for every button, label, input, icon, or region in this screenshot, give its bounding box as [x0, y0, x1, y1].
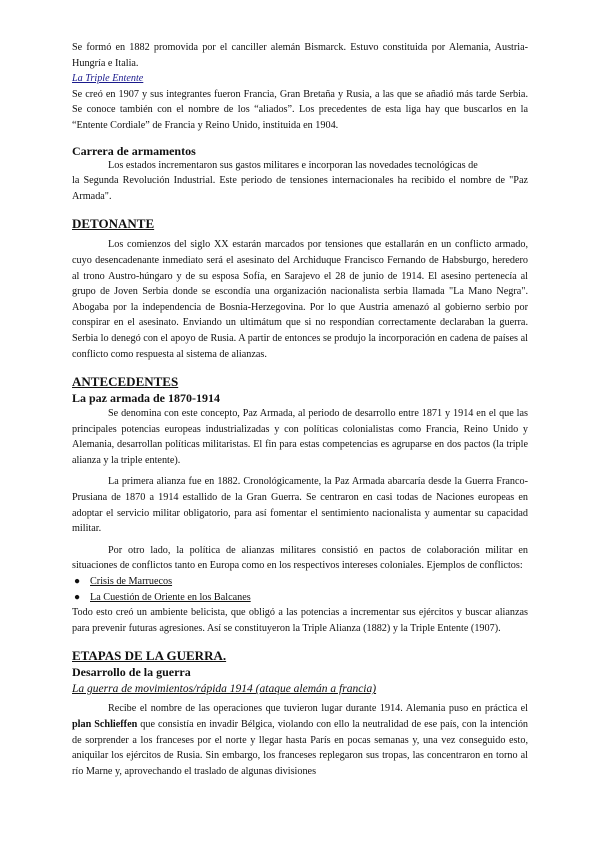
list-item-label[interactable]: La Cuestión de Oriente en los Balcanes — [90, 591, 251, 603]
bullet-icon: ● — [74, 591, 81, 603]
paz-armada-paragraph-3: Por otro lado, la política de alianzas militares consistió en pactos de colaboración militar en situaciones de conflictos tanto en Europa como en los respectivos intereses coloniales. Ejemplos de conflictos: — [72, 544, 528, 572]
detonante-heading: DETONANTE — [72, 216, 155, 232]
detonante-paragraph: Los comienzos del siglo XX estarán marcados por tensiones que estallarán en un conflicto armado, cuyo desencadenante inmediato será el asesinato del Archiduque Francisco Fernando de Habsburgo, heredero al trono Austro-húngaro y de su esposa Sofía, en Sarajevo el 28 de junio de 1914. El asesino pertenecía al grupo de Joven Serbia donde se escondía una organización nacionalista serbia llamada "La Mano Negra". Abogaba por la independencia de Bosnia-Herzegovina. Por lo que Austria amenazó al gobierno serbio por conspirar en el asesinato. Enviando un ultimátum que si no respondían correctamente declaraban la guerra. Serbia lo denegó con el apoyo de Rusia. A partir de entonces se produjo la incorporación en cadena de países al conflicto como respuesta al sistema de alianzas. — [72, 239, 528, 360]
paz-armada-paragraph-2: La primera alianza fue en 1882. Cronológicamente, la Paz Armada abarcaría desde la Guerra Franco-Prusiana de 1870 a 1914 estallido de la Gran Guerra. Se centraron en casi todas de Naciones europeas en adoptar el servicio militar obligatorio, para así fomentar el sentimiento nacionalista y aumentar su capacidad militar. — [72, 476, 528, 535]
list-item — [72, 590, 528, 606]
carrera-armamentos-heading: Carrera de armamentos — [72, 143, 196, 158]
guerra-movimientos-paragraph — [72, 701, 528, 779]
plan-schlieffen-term: plan Schlieffen — [72, 719, 138, 730]
paz-armada-paragraph-1: Se denomina con este concepto, Paz Armada, al periodo de desarrollo entre 1871 y 1914 en el que las principales potencias europeas industrializadas y con políticas colonialistas como Francia, Reino Unido y Alemania, desarrollan políticas militaristas. El fin para estas competencias es agruparse en dos pactos (la triple alianza y la triple entente). — [72, 408, 528, 466]
paz-armada-subheading: La paz armada de 1870-1914 — [72, 391, 220, 406]
document-page — [72, 40, 528, 779]
carrera-paragraph-line1: Los estados incrementaron sus gastos militares e incorporan las novedades tecnológicas de — [108, 159, 478, 171]
triple-entente-subtitle: La Triple Entente — [72, 73, 144, 85]
guerra-movimientos-title: La guerra de movimientos/rápida 1914 (ataque alemán a francia) — [72, 683, 377, 696]
bullet-icon: ● — [74, 576, 81, 588]
alliance-intro-paragraph: Se formó en 1882 promovida por el canciller alemán Bismarck. Estuvo constituida por Alemania, Austria-Hungría e Italia. — [72, 42, 528, 69]
desarrollo-subheading: Desarrollo de la guerra — [72, 665, 191, 680]
conflicts-list — [72, 574, 528, 605]
etapas-heading: ETAPAS DE LA GUERRA. — [72, 648, 227, 664]
paz-armada-paragraph-4: Todo esto creó un ambiente belicista, que obligó a las potencias a incrementar sus ejércitos y buscar alianzas para prevenir futuras agresiones. Así se constituyeron la Triple Alianza (1882) y la Triple Entente (1907). — [72, 607, 528, 634]
list-item — [72, 574, 528, 590]
list-item-label[interactable]: Crisis de Marruecos — [90, 576, 173, 588]
antecedentes-heading: ANTECEDENTES — [72, 374, 179, 390]
paragraph-text-a: Recibe el nombre de las operaciones que tuvieron lugar durante 1914. Alemania puso en práctica el — [108, 703, 528, 715]
paragraph-text-b: que consistía en invadir Bélgica, violando con ello la neutralidad de ese país, con la intención de sorprender a los franceses por el norte y llegar hasta París en pocas semanas y, una vez conseguido esto, aniquilar los ejércitos de Rusia. Sin embargo, los franceses replegaron sus tropas, las concentraron en torno al río Marne y, aprovechando el traslado de algunas divisiones — [72, 719, 529, 777]
triple-entente-paragraph: Se creó en 1907 y sus integrantes fueron Francia, Gran Bretaña y Rusia, a las que se añadió más tarde Serbia. Se conoce también con el nombre de los “aliados”. Los precedentes de esta liga hay que buscarlos en la “Entente Cordiale” de Francia y Reino Unido, instituida en 1904. — [72, 88, 528, 131]
carrera-paragraph-rest: la Segunda Revolución Industrial. Este periodo de tensiones internacionales ha recibido el nombre de "Paz Armada". — [72, 175, 528, 202]
